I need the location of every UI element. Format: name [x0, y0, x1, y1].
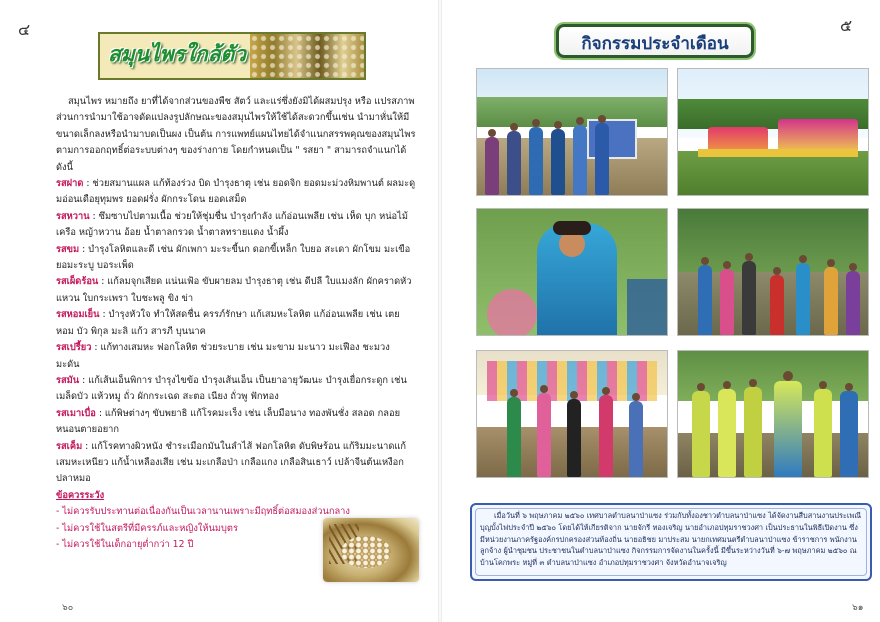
left-corner-number: ๔ — [18, 20, 31, 39]
crowd-photo-icon — [677, 208, 869, 336]
taste-item — [56, 176, 416, 209]
taste-description: : แก้พิษต่างๆ ขับพยาธิ แก้โรคมะเร็ง เช่น เล็บมือนาง ทองพันชั่ง สลอด กลอยหนอนตายอยาก — [56, 407, 401, 436]
herb-banner-title: สมุนไพรใกล้ตัว — [108, 41, 246, 66]
activity-caption-text: เมื่อวันที่ ๖ พฤษภาคม ๒๕๖๐ เทศบาลตำบลนาป่าแซง ร่วมกับทั้งองชาวตำบลนาป่าแซง ได้จัดงานสืบสานงานประเพณีบุญบั้งไฟประจำปี ๒๕๖๐ โดยได้ให้เกียรติจาก นายจักรี ทองเจริญ นายอำเภอปทุมราชวงศา เป็นประธานในพิธีเปิดงาน ซึ่งมีหน่วยงานภาครัฐองค์กรปกครองส่วนท้องถิ่น นายอธิชย มาประสม นายกเทศมนตรีตำบลนาป่าแซง ข้าราชการ พนักงาน ลูกจ้าง ผู้นำชุมชน ประชาชนในตำบลนาป่าแซง กิจกรรมการจัดงานในครั้งนี้ มีขึ้นระหว่างวันที่ ๖-๗ พฤษภาคม ๒๕๖๐ ณ บ้านโคกพระ หมู่ที่ ๓ ตำบลนาป่าแซง อำเภอปทุมราชวงศา จังหวัดอำนาจเจริญ — [480, 511, 862, 568]
activity-caption-box — [470, 503, 872, 581]
taste-item — [56, 209, 416, 242]
taste-item — [56, 439, 416, 488]
parade-photo-icon — [476, 350, 668, 478]
dancers-line-photo-icon — [677, 350, 869, 478]
taste-name: รสเมาเบื่อ — [56, 407, 96, 419]
taste-description: : แก้เส้นเอ็นพิการ บำรุงไขข้อ บำรุงเส้นเอ็น เป็นยาอายุวัฒนะ บำรุงเยื่อกระดูก เช่น เมล็ดบัว แห้วหมู ถั่ว ผักกระเฉด สะตอ เนียง ถั่วพู ฟักทอง — [56, 374, 407, 403]
taste-name: รสมัน — [56, 374, 80, 386]
taste-description: : ช่วยสมานแผล แก้ท้องร่วง บิด บำรุงธาตุ เช่น ยอดจิก ยอดมะม่วงหิมพานต์ ผลมะดูมอ่อนเดือยุทุมพร ยอดฝรั่ง ผักกระโดน ยอดเสม็ด — [56, 178, 416, 206]
caution-title: ข้อควรระวัง — [56, 489, 105, 501]
taste-item — [56, 373, 416, 406]
herb-article — [56, 94, 416, 553]
activity-banner — [556, 24, 754, 58]
caution-item: - ไม่ควรใช้ในเด็กอายุต่ำกว่า 12 ปี — [56, 538, 194, 550]
caution-item: - ไม่ควรรับประทานต่อเนื่องกันเป็นเวลานานเพราะมีฤทธิ์ต่อสมองส่วนกลาง — [56, 506, 350, 518]
left-footer-number: ๖๐ — [62, 603, 74, 613]
taste-name: รสหวาน — [56, 210, 90, 222]
activity-banner-title: กิจกรรมประจำเดือน — [581, 34, 729, 54]
taste-name: รสขม — [56, 243, 80, 255]
taste-description: : แก้ทางเสมหะ ฟอกโลหิต ช่วยระบาย เช่น มะขาม มะนาว มะเฟือง ชะมวง มะดัน — [56, 342, 390, 370]
taste-name: รสเผ็ดร้อน — [56, 276, 99, 288]
taste-name: รสเค็ม — [56, 440, 83, 452]
taste-description: : แก้โรคทางผิวหนัง ชำระเมือกมันในลำไส้ ฟอกโลหิต ดับพิษร้อน แก้ริมมะนาดแก้เสมหะเหนียว แก้น้ำเหลืองเสีย เช่น มะเกลือป่า เกลือแกง เกลือสินเธาว์ เปล้าจีนต้นเหงือกปลาหมอ — [56, 440, 407, 485]
right-page — [440, 0, 880, 622]
taste-list — [56, 176, 416, 488]
taste-name: รสเปรี้ยว — [56, 342, 92, 354]
taste-item — [56, 307, 416, 340]
right-footer-number: ๖๑ — [852, 603, 864, 613]
taste-description: : ซึมซาบไปตามเนื้อ ช่วยให้ชุ่มชื่น บำรุงกำลัง แก้อ่อนเพลีย เช่น เห็ด บุก หน่อไม้ เครือ หญ้าหวาน อ้อย น้ำตาลกรวด น้ำตาลทรายแดง น้ำผึ้ง — [56, 210, 408, 239]
right-corner-number: ๕ — [840, 16, 853, 35]
taste-item — [56, 274, 416, 307]
rocket-parade-photo-icon — [677, 68, 869, 196]
ceremony-photo-icon — [476, 68, 668, 196]
taste-description: : บำรุงหัวใจ ทำให้สดชื่น ครรภ์รักษา แก้เสมหะโลหิต แก้อ่อนเพลีย เช่น เตยหอม บัว พิกุล มะลิ แก้ว สารภี บุนนาค — [56, 309, 400, 337]
intro-paragraph: สมุนไพร หมายถึง ยาที่ได้จากส่วนของพืช สัตว์ และแร่ซึ่งยังมิได้ผสมปรุง หรือ แปรสภาพ ส่วนการนำมาใช้อาจดัดแปลงรูปลักษณะของสมุนไพรให้ใช้ได้สะดวกขึ้นเช่น นำมาหั่นให้มีขนาดเล็กลงหรือนำมาบดเป็นผง เป็นต้น การแพทย์แผนไทยได้จำแนกสรรพคุณของสมุนไพรตามการออกฤทธิ์ต่อระบบต่างๆ ของร่างกาย โดยกำหนดเป็น " รสยา " สามารถจำแนกได้ดังนี้ — [56, 96, 416, 173]
herb-banner — [98, 32, 366, 80]
taste-name: รสฝาด — [56, 178, 84, 190]
caution-item: - ไม่ควรใช้ในสตรีที่มีครรภ์และหญิงให้นมบุตร — [56, 522, 238, 534]
taste-item — [56, 242, 416, 275]
herb-photo-icon — [323, 518, 419, 582]
taste-item — [56, 406, 416, 439]
taste-name: รสหอมเย็น — [56, 309, 100, 321]
taste-description: : บำรุงโลหิตและดี เช่น ผักเพกา มะระขี้นก ดอกขี้เหล็ก ใบยอ สะเดา ผักโขม มะเขือยอมะระบู บอระเพ็ด — [56, 243, 411, 272]
taste-item — [56, 340, 416, 373]
dancer-photo-icon — [476, 208, 668, 336]
taste-description: : แก้ลมจุกเสียด แน่นเฟ้อ ขับผายลม บำรุงธาตุ เช่น ดีปลี ใบแมงลัก ผักคราดหัวแหวน ใบกระเพรา ใบชะพลู ขิง ข่า — [56, 276, 412, 304]
